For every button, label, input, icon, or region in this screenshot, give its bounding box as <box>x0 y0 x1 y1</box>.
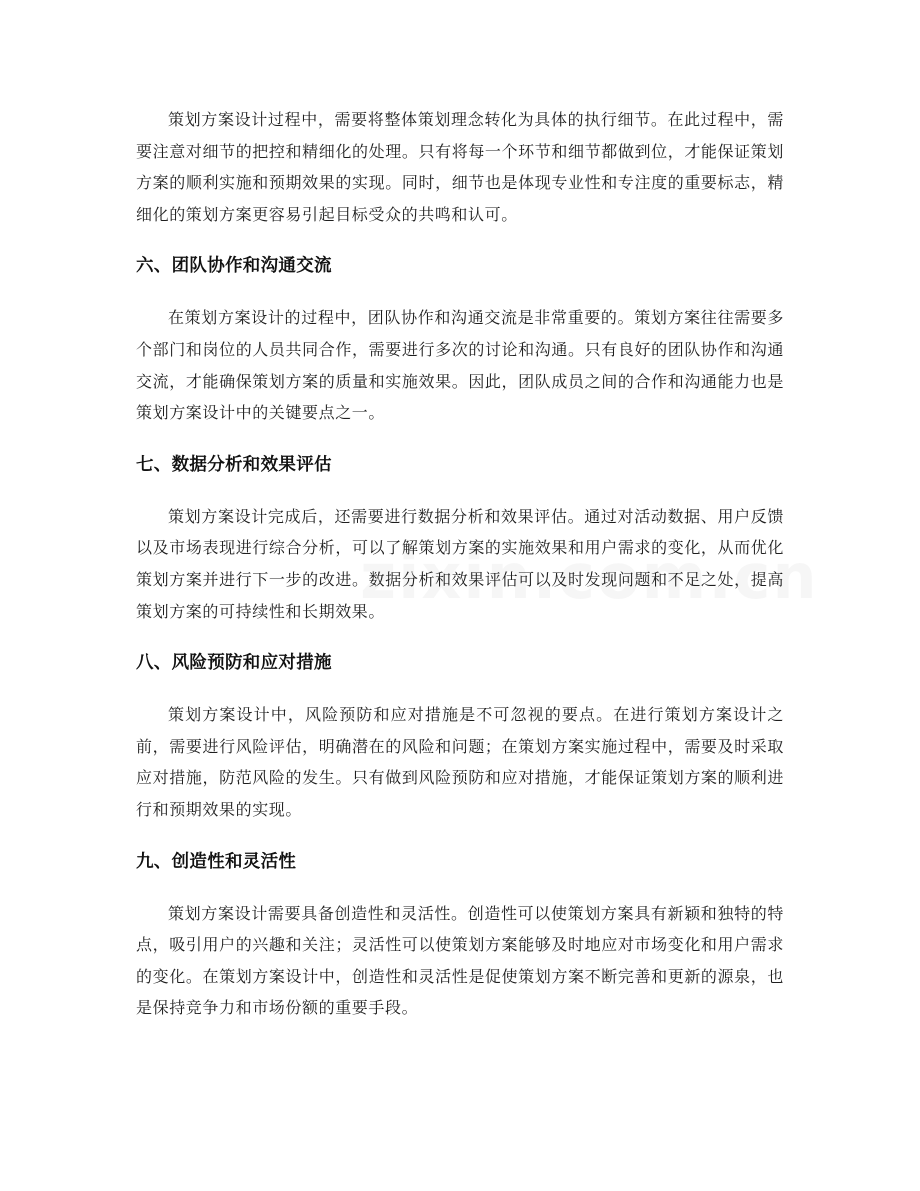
paragraph-details: 策划方案设计过程中，需要将整体策划理念转化为具体的执行细节。在此过程中，需要注意对细节的把控和精细化的处理。只有将每一个环节和细节都做到位，才能保证策划方案的顺利实施和预期效果的实现。同时，细节也是体现专业性和专注度的重要标志，精细化的策划方案更容易引起目标受众的共鸣和认可。 <box>136 110 784 224</box>
heading-section-8: 八、风险预防和应对措施 <box>136 653 332 674</box>
paragraph-section-7: 策划方案设计完成后，还需要进行数据分析和效果评估。通过对活动数据、用户反馈以及市场表现进行综合分析，可以了解策划方案的实施效果和用户需求的变化，从而优化策划方案并进行下一步的改进。数据分析和效果评估可以及时发现问题和不足之处，提高策划方案的可持续性和长期效果。 <box>136 506 784 621</box>
heading-section-6: 六、团队协作和沟通交流 <box>136 256 332 277</box>
heading-section-9: 九、创造性和灵活性 <box>136 851 297 872</box>
document-body <box>136 104 784 1024</box>
paragraph-section-8: 策划方案设计中，风险预防和应对措施是不可忽视的要点。在进行策划方案设计之前，需要进行风险评估，明确潜在的风险和问题；在策划方案实施过程中，需要及时采取应对措施，防范风险的发生。只有做到风险预防和应对措施，才能保证策划方案的顺利进行和预期效果的实现。 <box>136 705 784 819</box>
paragraph-section-6: 在策划方案设计的过程中，团队协作和沟通交流是非常重要的。策划方案往往需要多个部门和岗位的人员共同合作，需要进行多次的讨论和沟通。只有良好的团队协作和沟通交流，才能确保策划方案的质量和实施效果。因此，团队成员之间的合作和沟通能力也是策划方案设计中的关键要点之一。 <box>136 308 784 423</box>
heading-section-7: 七、数据分析和效果评估 <box>136 454 332 475</box>
paragraph-section-9: 策划方案设计需要具备创造性和灵活性。创造性可以使策划方案具有新颖和独特的特点，吸引用户的兴趣和关注；灵活性可以使策划方案能够及时地应对市场变化和用户需求的变化。在策划方案设计中，创造性和灵活性是促使策划方案不断完善和更新的源泉，也是保持竞争力和市场份额的重要手段。 <box>136 903 784 1018</box>
